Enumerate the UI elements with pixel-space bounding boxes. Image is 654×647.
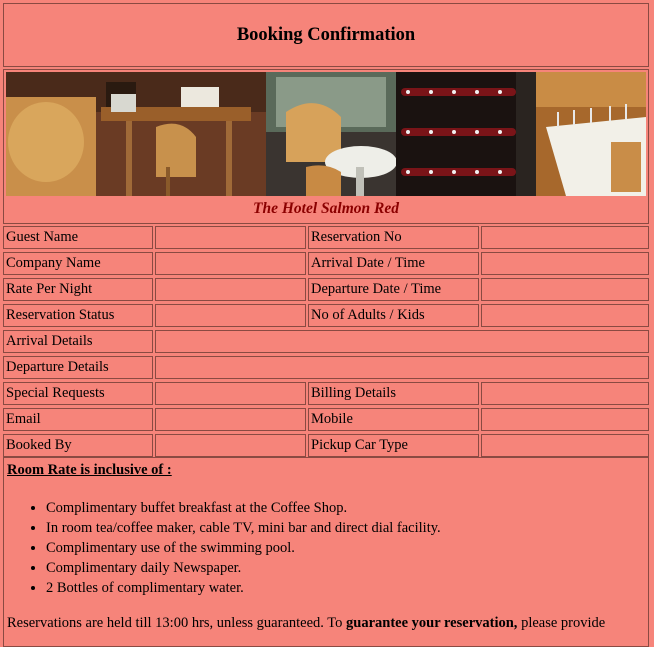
reservation-no-value xyxy=(481,226,649,249)
special-requests-label: Special Requests xyxy=(3,382,153,405)
list-item: • 2 Bottles of complimentary water. xyxy=(46,578,645,598)
list-item: • Complimentary daily Newspaper. xyxy=(46,558,645,578)
page-title: Booking Confirmation xyxy=(236,24,416,45)
mobile-label: Mobile xyxy=(308,408,479,431)
adults-kids-value xyxy=(481,304,649,327)
email-value xyxy=(155,408,306,431)
reservation-no-label: Reservation No xyxy=(308,226,479,249)
mobile-value xyxy=(481,408,649,431)
reservation-status-label: Reservation Status xyxy=(3,304,153,327)
hotel-banner-image xyxy=(6,72,646,196)
note-bold: guarantee your reservation, xyxy=(346,615,518,631)
adults-kids-label: No of Adults / Kids xyxy=(308,304,479,327)
billing-details-label: Billing Details xyxy=(308,382,479,405)
special-requests-value xyxy=(155,382,306,405)
departure-date-label: Departure Date / Time xyxy=(308,278,479,301)
reservation-status-value xyxy=(155,304,306,327)
note-start: Reservations are held till 13:00 hrs, unless guaranteed. To xyxy=(7,615,346,631)
booked-by-label: Booked By xyxy=(3,434,153,457)
list-item: • In room tea/coffee maker, cable TV, mini bar and direct dial facility. xyxy=(46,518,645,538)
arrival-date-value xyxy=(481,252,649,275)
room-rate-section xyxy=(3,457,649,647)
note-end: please provide xyxy=(517,615,606,631)
email-label: Email xyxy=(3,408,153,431)
rate-per-night-value xyxy=(155,278,306,301)
billing-details-value xyxy=(481,382,649,405)
company-name-label: Company Name xyxy=(3,252,153,275)
title-section xyxy=(3,3,649,67)
pickup-car-label: Pickup Car Type xyxy=(308,434,479,457)
arrival-details-label: Arrival Details xyxy=(3,330,153,353)
pickup-car-value xyxy=(481,434,649,457)
guest-name-label: Guest Name xyxy=(3,226,153,249)
reservation-note xyxy=(7,614,645,632)
list-item: • Complimentary use of the swimming pool. xyxy=(46,538,645,558)
departure-details-value xyxy=(155,356,649,379)
banner-section xyxy=(3,69,649,224)
guest-name-value xyxy=(155,226,306,249)
booked-by-value xyxy=(155,434,306,457)
hotel-name: The Hotel Salmon Red xyxy=(253,200,399,217)
arrival-details-value xyxy=(155,330,649,353)
rate-per-night-label: Rate Per Night xyxy=(3,278,153,301)
departure-details-label: Departure Details xyxy=(3,356,153,379)
room-rate-heading: Room Rate is inclusive of : xyxy=(7,462,172,478)
company-name-value xyxy=(155,252,306,275)
booking-page xyxy=(3,3,649,643)
list-item: • Complimentary buffet breakfast at the Coffee Shop. xyxy=(46,498,645,518)
inclusions-list xyxy=(7,498,645,598)
departure-date-value xyxy=(481,278,649,301)
arrival-date-label: Arrival Date / Time xyxy=(308,252,479,275)
